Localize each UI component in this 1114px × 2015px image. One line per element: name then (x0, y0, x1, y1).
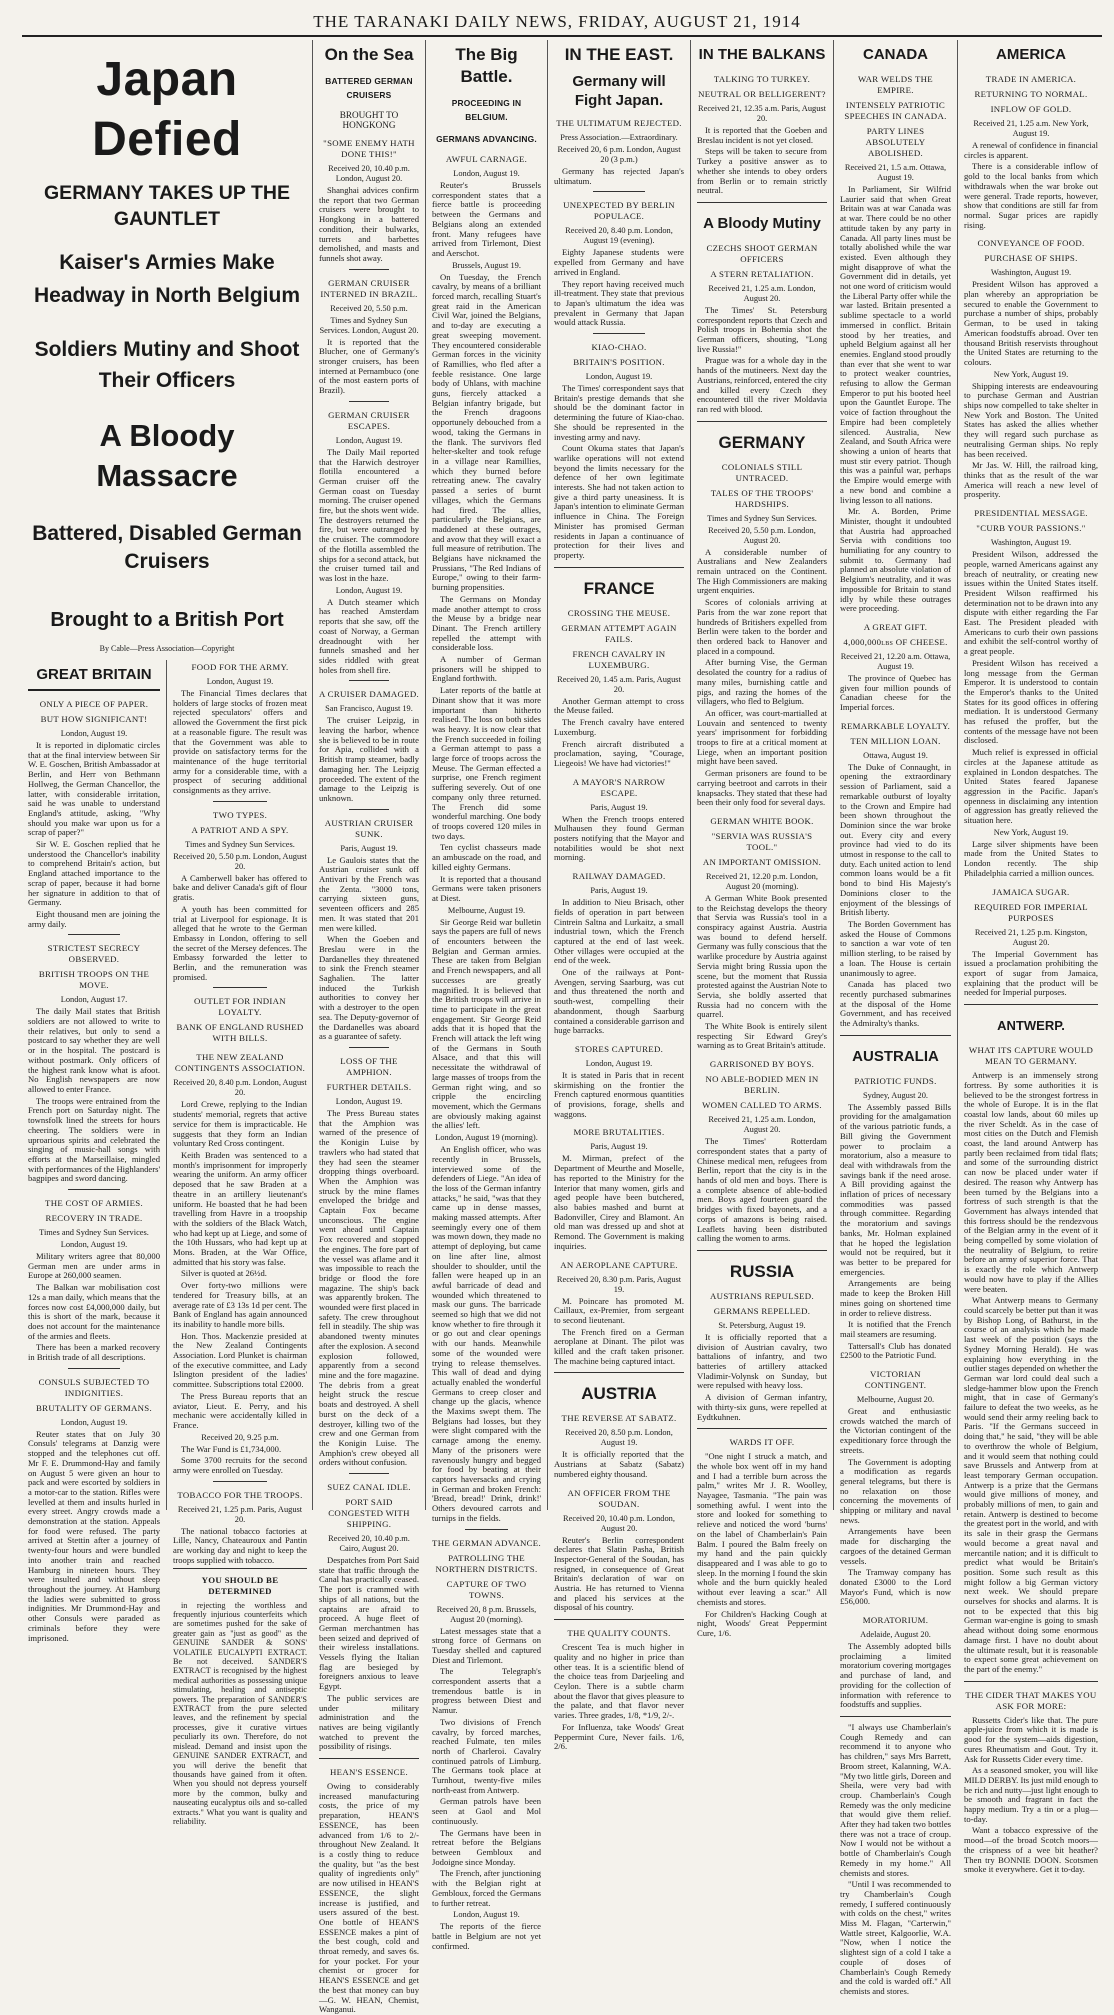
sub-imperial-purposes: REQUIRED FOR IMPERIAL PURPOSES (974, 901, 1088, 923)
dateline: Received 20, 5.50 p.m. London, August 20. (173, 851, 307, 871)
article-paragraph: A German White Book presented to the Reichstag develops the theory that Servia was Russia's tool in a conspiracy against Austria. Austria was bound to defend herself. Germany was fully conscious that the warlike procedure by Austria against Servia might bring Russia upon the scene, but the moment that Russia protested against the Austrian Note to Servia, she boldly asserted that Russia had no concern with the quarrel. (697, 892, 827, 1020)
sub-women-arms: WOMEN CALLED TO ARMS. (702, 1100, 822, 1111)
article-paragraph: The Financial Times declares that holders of large stocks of frozen meat rejected speculators' offers and allowed the Government the first pick at a reasonable figure. The result was that the Government was able to provide on satisfactory terms for the maintenance of the huge territorial army for a considerable time, with a prospect of securing additional consignments as they arrive. (173, 688, 307, 796)
article-paragraph: The Borden Government has asked the House of Commons to sanction a war vote of ten million sterling, to be raised by a loan. The House is certain unanimously to agree. (840, 919, 951, 978)
article-paragraph: An officer, was court-martialled at Louvain and sentenced to twenty years' imprisonment for forbidding troops to fire at a critical moment at Liege, when an important position might have been saved. (697, 707, 827, 767)
section-canada: CANADA (863, 46, 928, 63)
dateline: Received 20, 8.40 p.m. London, August 20. (173, 1078, 307, 1098)
dateline: Received 21, 12.35 a.m. Paris, August 20. (698, 104, 826, 123)
headline-japan-defied: Japan Defied (92, 53, 242, 166)
dateline: Received 20, 9.25 p.m. (201, 1432, 279, 1442)
subcolumn-great-britain (22, 660, 167, 1643)
sub-austrian-sunk: AUSTRIAN CRUISER SUNK. (324, 817, 414, 839)
article-paragraph: The province of Quebec has given four million pounds of Canadian cheese for the Imperial forces. (840, 672, 951, 713)
sub-neutral-belligerent: NEUTRAL OR BELLIGERENT? (698, 89, 826, 99)
article-paragraph: It is officially reported that a division of Austrian cavalry, two battalions of infantry, and two batteries of artillery attacked Vladimir-Volynsk on Sunday, but were repulsed with heavy loss. (697, 1331, 827, 1391)
article-paragraph: The White Book is entirely silent respecting Sir Edward Grey's warning as to Great Britain's attitude. (697, 1021, 827, 1051)
article-paragraph: Eighty Japanese students were expelled from Germany and have arrived in England. (554, 247, 684, 277)
sub-french-cavalry: FRENCH CAVALRY IN LUXEMBURG. (572, 648, 666, 670)
sub-reverse-sabatz: THE REVERSE AT SABATZ. (561, 1413, 677, 1424)
sub-patriot-spy: A PATRIOT AND A SPY. (191, 824, 289, 835)
dateline: Received 21, 1.25 p.m. Paris, August 20. (177, 1504, 303, 1524)
dateline: Received 20, 8.50 p.m. London, August 19. (565, 1428, 673, 1448)
sub-victorian-contingent: VICTORIAN CONTINGENT. (864, 1369, 927, 1391)
article-paragraph: M. Poincare has promoted M. Caillaux, ex-Premier, from sergeant to second lieutenant. (554, 1295, 684, 1325)
article-paragraph: The Daily Mail reported that the Harwich destroyer flotilla encountered a German cruiser off the German coast on Tuesday morning. The cruiser opened fire, but the shots went wide. The destroyers returned the fire, but were outranged by the cruiser. The commodore of the flotilla assembled the ships for a second attack, but the cruiser turned tail and was lost in the haze. (319, 446, 419, 583)
article-paragraph: It is reported that a thousand Germans were taken prisoners at Diest. (432, 873, 541, 903)
sub-great-gift: A GREAT GIFT. (863, 621, 928, 632)
dateline: London, August 19. (453, 169, 520, 178)
sub-conveyance-food: CONVEYANCE OF FOOD. (977, 238, 1085, 249)
article-paragraph: President Wilson, addressed the people, warned Americans against any breach of neutrality, or creating new issues within the United States itself. President Wilson reaffirmed his determination not to be drawn into any dispute with either regarding the Far East. The President pleaded with Americans to curb their own passions and exhibit the self-control worthy of a great people. (964, 549, 1098, 657)
article-paragraph: Ten cyclist chasseurs made an ambuscade on the road, and killed eighty Germans. (432, 842, 541, 872)
dateline: London, August 19 (morning). (435, 1133, 538, 1143)
article-paragraph: The Imperial Government has issued a proclamation prohibiting the export of sugar from Jamaica, explaining that the product will be needed for Imperial purposes. (964, 948, 1098, 998)
sub-railway-damaged: RAILWAY DAMAGED. (572, 871, 666, 882)
section-germany: GERMANY (718, 432, 806, 452)
article-paragraph: A Camberwell baker has offered to bake and deliver Canada's gift of flour gratis. (173, 872, 307, 903)
article-paragraph: The French cavalry have entered Luxemburg. (554, 717, 684, 737)
article-paragraph: What Antwerp means to Germany could scarcely be better put than it was by Bishop Long, of Bathurst, in the course of an analysis which he made last week of the position (says the Sydney Morning Herald). He was explaining how everything in the outlier stages depended on whether the German war lord could deal such a sledge-hammer blow upon the French might, that in case of Germany's failure to defeat the two weeks, as he would send their army reeling back to Paris. "If the Germans succeed in doing that," he said, "they will be able to overthrow the whole of Belgium, and it would seem that nothing could save Brussels and Antwerp from at least temporary German occupation. Antwerp is a prize that the Germans would give millions of money, and probably millions of men, to gain and retain. Antwerp is destined to become the greatest port in the world, and with its sale in their grasp the Germans would become a great naval and mercantile nation; and it is difficult to predict what would be Britain's position. Some such result as this might follow a big German victory next week. We should prepare ourselves for shocks and alarms. It is not to be expected that this big German war-engine is going to smash ahead without doing some enormous damage first. I have no doubt about the ultimate result, but it is reasonable to expect some great achievement on the part of the enemy." (964, 1295, 1098, 1674)
ad-paragraph: For Influenza, take Woods' Great Peppermint Cure, Never fails. 1/6, 2/6. (554, 1721, 684, 1752)
masthead: THE TARANAKI DAILY NEWS, FRIDAY, AUGUST 21, 1914 (313, 12, 801, 31)
kicker-british-port: Brought to a British Port (50, 609, 284, 631)
sub-officer-soudan: AN OFFICER FROM THE SOUDAN. (567, 1487, 671, 1509)
article-paragraph: Silver is quoted at 26½d. (181, 1268, 267, 1279)
article-paragraph: A number of German prisoners will be shipped to England forthwith. (432, 654, 541, 684)
article-paragraph: Le Gaulois states that the Austrian cruiser sunk off Antivari by the French was the Zenta. "3000 tons, carrying sixteen guns, seventeen officers and 285 men. It was stated that 201 men were killed. (319, 854, 419, 933)
ad-heading-quality: THE QUALITY COUNTS. (567, 1628, 671, 1639)
column-big-battle (426, 40, 548, 1951)
dateline: Received 20, 5.50 p.m. (330, 303, 408, 313)
sub-tobacco-troops: TOBACCO FOR THE TROOPS. (177, 1489, 303, 1500)
dateline: Received 20, 10.40 p.m. London, August 20. (328, 164, 410, 183)
section-austria: AUSTRIA (581, 1384, 657, 1404)
dateline: Received 20, 8.40 p.m. London, August 19 (evening). (565, 226, 673, 246)
article-paragraph: Keith Braden was sentenced to a month's imprisonment for improperly wearing the uniform. An army officer deposed that he saw Braden at a theatre in an artillery lieutenant's uniform. He boasted that he had been travelling from Havre in a troopship with the soldiers of the Black Watch, who had kept up at Liege, and some of the 10th Hussars, who had kept up at Mons. Braden, at the War Office, admitted that his story was false. (173, 1149, 307, 1267)
masthead-rule (22, 35, 1102, 37)
sub-piece-of-paper: ONLY A PIECE OF PAPER. (39, 699, 149, 709)
article-paragraph: It is reported that the Blucher, one of Germany's stronger cruisers, has been interned at Pernambuco (one of the most eastern ports of Brazil). (319, 336, 419, 396)
sub-colonials: COLONIALS STILL UNTRACED. (721, 461, 803, 483)
sub-food-army: FOOD FOR THE ARMY. (191, 662, 289, 672)
sub-stores-captured: STORES CAPTURED. (574, 1043, 664, 1054)
sub-trade-america: TRADE IN AMERICA. (985, 74, 1077, 84)
sub-purchase-ships: PURCHASE OF SHIPS. (984, 253, 1078, 264)
article-paragraph: It is officially reported that the Austrians at Sabatz (Sabatz) numbered eighty thousand. (554, 1449, 684, 1479)
ad-heading: YOU SHOULD BE DETERMINED (201, 1574, 279, 1596)
sub-patrolling: PATROLLING THE NORTHERN DISTRICTS. (435, 1552, 538, 1574)
article-paragraph: President Wilson has received a long message from the German Emperor. It is understood to contain the Emperor's thanks to the United States for its good offices in offering mediation. It is understood Germany has refused the proffer, but the contents of the message have not been disclosed. (964, 657, 1098, 746)
dateline: Received 21, 1.25 a.m. New York, August 19. (973, 119, 1089, 138)
article-paragraph: The Tramway company has donated £3000 to the Lord Mayor's Fund, which is now £56,000. (840, 1567, 951, 1607)
sub-escapes: GERMAN CRUISER ESCAPES. (328, 409, 410, 431)
dateline: London, August 19. (335, 585, 403, 595)
article-paragraph: Shanghai advices confirm the report that two German cruisers were brought to Hongkong in a battered condition, their bulwarks, turrets and barbettes demolished, and masts and funnels shot away. (319, 185, 419, 263)
sub-german-advance: THE GERMAN ADVANCE. (432, 1537, 541, 1548)
dateline: Melbourne, August 20. (856, 1395, 935, 1405)
sub-cheese: 4,000,000lbs OF CHEESE. (843, 636, 948, 647)
article-paragraph: Military writers agree that 80,000 German men are under arms in Europe at 260,000 seamen. (28, 1251, 160, 1281)
article-paragraph: Scores of colonials arriving at Paris from the war zone report that hundreds of Britishers expelled from Berlin were taken to the border and then ordered back to Hanover and placed in a compound. (697, 597, 827, 656)
sub-patriotic-funds: PATRIOTIC FUNDS. (854, 1075, 937, 1086)
dateline: Paris, August 19. (590, 802, 648, 812)
dateline: Adelaide, August 20. (860, 1630, 931, 1640)
sub-curb-passions: "CURB YOUR PASSIONS." (976, 523, 1086, 534)
sub-awful-carnage: AWFUL CARNAGE. (445, 154, 528, 164)
dateline: London, August 19. (453, 1910, 520, 1920)
dateline: Times and Sydney Sun Services. (39, 1228, 149, 1238)
section-france: FRANCE (583, 578, 655, 598)
dateline: London, August 19. (585, 1058, 653, 1068)
article-paragraph: The daily Mail states that British soldiers are not allowed to write to their relatives, but only to send a postcard to say whether they are well or in the hospital. The postcard is without postmark. Only officers of the highest rank know what is afoot. No English newspapers are now allowed to enter France. (28, 1006, 160, 1094)
article-paragraph: It is notified that the French mail steamers are resuming. (840, 1319, 951, 1339)
article-paragraph: The Press Bureau reports that an aviator, Lieut. E. Perry, and his mechanic were accidentally killed in France. (173, 1390, 307, 1430)
sub-inflow-gold: INFLOW OF GOLD. (990, 104, 1072, 114)
sub-moratorium: MORATORIUM. (862, 1615, 929, 1626)
dateline: Paris, August 19. (340, 843, 398, 853)
sub-ten-million: TEN MILLION LOAN. (850, 735, 941, 746)
section-great-britain: GREAT BRITAIN (36, 666, 152, 683)
article-paragraph: German patrols have been seen at Gaol and Mol continuously. (432, 1796, 541, 1826)
dateline: Press Association.—Extraordinary. (560, 133, 678, 142)
ad-paragraph: Crescent Tea is much higher in quality and no higher in price than other teas. It is a scientific blend of the choice teas from Darjeeling and Ceylon. There is a subtle charm about the flavor that gives pleasure to the palate, and that flavor never varies. Three grades, 1/8, *1/9, 2/-. (554, 1642, 684, 1721)
article-paragraph: The Press Bureau states that the Amphion was warned of the presence of the Konigin Luise by trawlers who had stated that they had seen the steamer dropping things overboard. When the Amphion was struck by the mine flames enveloped the bridge and Captain Fox became unconscious. The engine went ahead until Captain Fox recovered and stopped the engines. The fore part of the vessel was aflame and it was impossible to reach the bridge or flood the fore magazine. The ship's back was apparently broken. The wounded were first placed in safety. The crew throughout fell in steadily. The ship was abandoned twenty minutes after the explosion. A second explosion followed, apparently from a second mine and the fore magazine. The debris from a great height struck the rescue boats and destroyed. A shell burst on the deck of a destroyer, killing two of the crew and one German from the Konigin Luise. The Amphion's crew obeyed all orders without confusion. (319, 1108, 419, 1468)
article-paragraph: After burning Vise, the German desolated the country for a radius of many miles, burnishing cattle and pigs, and razing the homes of the villagers, who fled to Belgium. (697, 657, 827, 707)
sub-remarkable-loyalty: REMARKABLE LOYALTY. (840, 720, 951, 731)
dateline: Received 20, 5.50 p.m. London, August 20. (708, 525, 816, 545)
ad-paragraph: For Children's Hacking Cough at night, Woods' Great Peppermint Cure, 1/6. (697, 1608, 827, 1638)
sub-ultimatum: THE ULTIMATUM REJECTED. (556, 118, 682, 128)
sub-cost-of-armies: THE COST OF ARMIES. (45, 1198, 143, 1209)
dateline: Received 20, 8.30 p.m. Paris, August 19. (556, 1274, 682, 1294)
sub-garrisoned-boys: GARRISONED BY BOYS. (709, 1059, 815, 1070)
sub-bank-england: BANK OF ENGLAND RUSHED WITH BILLS. (176, 1022, 304, 1044)
ad-paragraph: As a seasoned smoker, you will like MILD DERBY. Its just mild enough to be rich and nutty—just light enough to be smooth and fragrant in fact the happy medium. Try a tin or a plug—to-day. (964, 1765, 1098, 1824)
dateline: Washington, August 19. (990, 268, 1072, 278)
advertisement-sander (173, 1568, 307, 1827)
article-paragraph: It is stated in Paris that in recent skirmishing on the frontier the French captured enormous quantities of provisions, forage, shells and waggons. (554, 1069, 684, 1119)
article-paragraph: M. Mirman, prefect of the Department of Meurthe and Moselle, has reported to the Ministry for the Interior that many women, girls and aged people have been butchered, also babies mashed and burnt at Badonviller, Cirey and Blamont. An old man was dressed up and shot at Remond. The Government is making inquiries. (554, 1153, 684, 1251)
dateline: Melbourne, August 19. (447, 905, 526, 915)
dateline: Times and Sydney Sun Services. (185, 839, 295, 849)
column-canada-australia (834, 40, 958, 1996)
article-paragraph: Sir W. E. Goschen replied that he understood the Chancellor's inability to comprehend Britain's action, but England attached importance to the scrap of paper, because it had borne her signature in addition to that of Germany. (28, 839, 160, 908)
byline: By Cable—Press Association—Copyright (99, 644, 235, 653)
sub-britain-position: BRITAIN'S POSITION. (573, 357, 665, 368)
dateline: London, August 19. (335, 435, 403, 445)
article-paragraph: French aircraft distributed a proclamation, saying, "Courage, Liegeois! We have had victories!" (554, 738, 684, 768)
article-paragraph: Despatches from Port Said state that traffic through the Canal has practically ceased. The port is crammed with ships of all nations, but the captains are afraid to proceed. A huge fleet of German merchantmen has been seized and deprived of their wireless installations. Vessels flying the Italian flag are besieged by foreigners anxious to leave Egypt. (319, 1555, 419, 1692)
kicker-soldiers-mutiny: Soldiers Mutiny and Shoot Their Officers (34, 338, 300, 392)
sub-two-towns: CAPTURE OF TWO TOWNS. (446, 1578, 527, 1600)
sub-kiao-chao: KIAO-CHAO. (591, 342, 647, 353)
article-paragraph: A Dutch steamer which has reached Amsterdam reports that she saw, off the coast of Norway, a German dreadnought with her funnels smashed and her sides riddled with great holes from shell fire. (319, 596, 419, 675)
article-paragraph: Germany has rejected Japan's ultimatum. (554, 166, 684, 186)
dateline: London, August 19. (335, 1097, 403, 1106)
sub-nz-contingents: THE NEW ZEALAND CONTINGENTS ASSOCIATION. (174, 1052, 306, 1074)
column-america (958, 40, 1104, 1875)
article-paragraph: Great and enthusiastic crowds watched the march of the Victorian contingent of the expeditionary force through the streets. (840, 1406, 951, 1455)
section-russia: RUSSIA (729, 1261, 795, 1281)
column-main-headlines (22, 40, 313, 1826)
article-paragraph: There is a considerable inflow of gold to the local banks from which withdrawals when the war broke out were general. Trade reports, however, show that conditions are still far from normal. Sugar prices are rapidly rising. (964, 161, 1098, 230)
sub-war-welds: WAR WELDS THE EMPIRE. (858, 74, 933, 95)
sub-suez: SUEZ CANAL IDLE. (327, 1482, 411, 1493)
dateline: Received 21, 12.20 a.m. Ottawa, August 19. (840, 651, 951, 671)
section-antwerp: ANTWERP. (997, 1018, 1065, 1034)
article-paragraph: When the Goeben and Breslau were in the Dardanelles they threatened to sink the French steamer Saghalien. The latter induced the Turkish authorities to convey her with a destroyer to the open sea. The Deputy-governor of the Dardanelles was aboard as a guarantee of safety. (319, 934, 419, 1042)
ad-paragraph: Want a tobacco expressive of the mood—of the broad Scotch moors—the crispness of a wee bit heather? Then try BONNIE DOON. Scotsmen smoke it everywhere. Get it to-day. (964, 1825, 1098, 1875)
article-paragraph: Mr Jas. W. Hill, the railroad king, thinks that as the result of the war America will reach a new level of prosperity. (964, 460, 1098, 500)
dateline: Ottawa, August 19. (863, 750, 928, 760)
subcolumn-food-army (167, 660, 313, 1826)
sub-presidential-message: PRESIDENTIAL MESSAGE. (974, 508, 1088, 519)
dateline: Paris, August 19. (590, 1142, 648, 1152)
sub-recovery-trade: RECOVERY IN TRADE. (45, 1213, 143, 1224)
article-paragraph: The Times' St. Petersburg correspondent reports that Czech and Polish troops in Bohemia shot the German officers, shouting, "Long live Russia!" (697, 304, 827, 354)
column-on-the-sea (313, 40, 426, 2015)
article-paragraph: Mr. A. Borden, Prime Minister, thought it undoubted that Austria had approached Servia with conditions too humiliating for any country to submit to. Germany had planned an absolute violation of Belgium's neutrality, and it was impossible for Britain to stand idly by while these outrages were proceeding. (840, 506, 951, 614)
sub-patriotic-speeches: INTENSELY PATRIOTIC SPEECHES IN CANADA. (844, 100, 947, 121)
article-paragraph: When the French troops entered Mulhausen they found German posters notifying that the Mayor and notabilities would be shot next morning. (554, 813, 684, 863)
article-paragraph: Count Okuma states that Japan's warlike operations will not extend beyond the limits necessary for the defence of her own legitimate interests. She had not taken action to give a third party uneasiness. It is Japan's intention to eliminate German influence in China. The Foreign Minister has promised German residents in Japan a continuance of protection for their lives and property. (554, 443, 684, 560)
sub-strictest-secrecy: STRICTEST SECRECY OBSERVED. (47, 943, 141, 965)
ad-paragraph: "I always use Chamberlain's Cough Remedy and can recommend it to anyone who has children," says Mrs Barrett, Broom street, Kalanning, W.A. "My two little girls, Doreen and Sheila, were very bad with croup. Chamberlain's Cough Remedy was the only medicine that would give them relief. After they had taken two bottles there was not a trace of croup. Now I would not be without a bottle of Chamberlain's Cough Remedy in my home." All chemists and stores. (840, 1722, 951, 1878)
dateline: London, August 19. (60, 729, 128, 738)
section-in-the-east: IN THE EAST. (564, 45, 674, 64)
headline-germany-fight-japan: Germany will Fight Japan. (572, 73, 666, 109)
section-in-the-balkans: IN THE BALKANS (698, 46, 826, 63)
dateline: San Francisco, August 19. (325, 704, 413, 714)
article-paragraph: Reuter's Brussels correspondent states that a fierce battle is proceeding between the Germans and Belgians along an extended front. Many refugees have arrived from Tirlemont, Diest and Aerschot. (432, 180, 541, 258)
article-paragraph: A division of German infantry, with thirty-six guns, were repelled at Eydtkuhnen. (697, 1392, 827, 1422)
article-paragraph: Over forty-two millions were tendered for Treasury bills, at an average rate of £3 13s 1d per cent. The Bank of England has again announced its inability to handle more bills. (173, 1280, 307, 1329)
dateline: Received 20, 6 p.m. London, August 20 (3 p.m.) (557, 145, 681, 164)
dateline: St. Petersburg, August 19. (718, 1320, 806, 1330)
kicker-kaiser-armies: Kaiser's Armies Make Headway in North Belgium (33, 251, 301, 307)
article-paragraph: Steps will be taken to secure from Turkey a positive answer as to whether she intends to obey orders from Berlin or to remain strictly neutral. (697, 146, 827, 196)
dateline: New York, August 19. (993, 369, 1069, 379)
article-paragraph: It is reported that the Goeben and Breslau incident is not yet closed. (697, 125, 827, 145)
article-paragraph: Antwerp is an immensely strong fortress. By some authorities it is believed to be the strongest fortress in the whole of Europe. It is in the flat coastal low lands, about 60 miles up the river Scheldt. As in the case of most cities on the Dutch and Flemish coast, the land around Antwerp has partly been reclaimed from tidal flats; and some of the surrounding district can now be placed under water if desired. The reason why Antwerp has been turned by the Belgians into a fortress of such strength is that the Government has always intended that this fortress should be the rendezvous of the Belgian army in the event of it being compelled by some violation of the neutrality of Belgium, to retire before an army of superior force. That is exactly the role which Antwerp would now have to play if the Allies were beaten. (964, 1070, 1098, 1294)
sub-party-lines: PARTY LINES ABSOLUTELY ABOLISHED. (865, 126, 926, 158)
dateline: Brussels, August 19. (452, 260, 521, 270)
dateline: Received 21, 1.25 p.m. Kingston, August 20. (974, 927, 1088, 947)
article-paragraph: The War Fund is £1,734,000. (181, 1443, 282, 1454)
ad-paragraph: "One night I struck a match, and the whole box went off in my hand and I had a terrible burn across the palm," writes Mr J. R. Woolley, Nayagee, Tasmania. "The pain was something awful. I went into the store and looked for something to relieve and noticed the word 'burns' on the label of Chamberlain's Pain Balm. I poured the Balm freely on my hand and the pain quickly disappeared and I was able to go to sleep. In the morning I found the skin whole and the burn quickly healed without ever leaving a scar." All chemists and stores. (697, 1451, 827, 1607)
sub-troops-hardships: TALES OF THE TROOPS' HARDSHIPS. (710, 487, 814, 509)
article-paragraph: The Balkan war mobilisation cost 12s a man daily, which means that the forces now cost £4,000,000 daily, but this is short of the mark, because it does not account for the maintenance of the armies and fleets. (28, 1282, 160, 1341)
sub-british-troops: BRITISH TROOPS ON THE MOVE. (38, 969, 150, 991)
article-paragraph: Two divisions of French cavalry, by forced marches, reached Fulmate, ten miles north of Charleroi. Cavalry continued patrols of Limburg. The Germans took place at Turnhout, twenty-five miles north-east from Antwerp. (432, 1716, 541, 1795)
ad-heading-hean: HEAN'S ESSENCE. (330, 1767, 408, 1778)
dateline: London, August 19. (206, 677, 274, 686)
article-paragraph: The Government is adopting a modification as regards general telegrams, but there is no relaxation on those concerning the movements of shipping or military and naval news. (840, 1456, 951, 1525)
dateline: London, August 17. (60, 995, 128, 1005)
sub-enemy-hath: "SOME ENEMY HATH DONE THIS!" (323, 138, 415, 159)
article-paragraph: In Parliament, Sir Wilfrid Laurier said that when Great Britain was at war Canada was at war. There could be no other attitude taken by any party in Canada. All party lines must be totally abolished while the war existed. Even although they might disapprove of what the Government did in details, yet not one word of criticism would the Liberal Party offer while the war lasted. Britain presented a sublime spectacle to a world immersed in conflict. Britain stood by her treaties, and upheld Belgium against all her enemies. England stood proudly than ever that she went to war to protect weaker countries, refusing to allow the German Emperor to put his booted heel upon the Gauntlet Europe. The voice of faction throughout the Empire had been completely silenced. Australia, New Zealand, and South Africa were showing a union of hearts that must stir every patriot. Though this was a painful war, perhaps the Empire would emerge with a new bond and combine a living lesson to all nations. (840, 184, 951, 505)
article-paragraph: Eight thousand men are joining the army daily. (28, 908, 160, 929)
sub-port-said: PORT SAID CONGESTED WITH SHIPPING. (328, 1497, 410, 1530)
sub-how-significant: BUT HOW SIGNIFICANT! (40, 714, 148, 724)
article-paragraph: Sir George Reid war bulletin says the papers are full of news of encounters between the Belgian and German armies. These are taken from Belgian and French newspapers, and all successes are greatly magnified. It is believed that the British troops will arrive in time to participate in the great engagement. Sir George Reid adds that it is hoped that the French will attack the left wing of the Germans in South Alsace, and that this will necessitate the withdrawal of large masses of troops from the German right wing, and so cripple the encircling movement, which the Germans are obviously making against the allies' left. (432, 916, 541, 1131)
article-paragraph: Large silver shipments have been made from the United States to London recently. The ship Philadelphia carried a million ounces. (964, 838, 1098, 878)
article-paragraph: There has been a marked recovery in British trade of all descriptions. (28, 1342, 160, 1363)
sub-aeroplane-capture: AN AEROPLANE CAPTURE. (560, 1259, 678, 1270)
sub-further-details: FURTHER DETAILS. (326, 1082, 412, 1092)
dateline: Received 21, 12.20 p.m. London, August 20 (morning). (706, 871, 818, 891)
section-australia: AUSTRALIA (852, 1047, 939, 1065)
article-paragraph: The Germans have been in retreat before the Belgians between Gembloux and Jodoigne since Monday. (432, 1827, 541, 1867)
sub-consuls: CONSULS SUBJECTED TO INDIGNITIES. (38, 1376, 150, 1398)
article-paragraph: Latest messages state that a strong force of Germans on Tuesday shelled and captured Diest and Tirlemont. (432, 1625, 541, 1665)
ad-paragraph: Owing to considerably increased manufacturing costs, the price of my preparation, HEAN'S ESSENCE, has been advanced from 1/6 to 2/- throughout New Zealand. It is a costly thing to reduce the quality, but "as the best quality of ingredients only" are now utilised in HEAN'S ESSENCE, the slight increase is justified, and users assured of the best. One bottle of HEAN'S ESSENCE makes a pint of the best cough, cold and throat remedy, and saves 6s. for your pocket. For your chemist or grocer for HEAN'S ESSENCE and get the best that money can buy—G. W. HEAN, Chemist, Wanganui. (319, 1781, 419, 2015)
article-paragraph: The national tobacco factories at Lille, Nancy, Chateauroux and Pantin are working day and night to keep the troops supplied with tobacco. (173, 1525, 307, 1565)
section-big-battle: The Big Battle. (455, 45, 518, 86)
article-paragraph: On Tuesday, the French cavalry, by means of a brilliant forced march, recalling Stuart's great raid in the American Civil War, joined the Belgians, and to-day are executing a great sweeping movement. They encountered considerable German forces in the vicinity of Ramillies, who fled after a feeble resistance. One large body of Uhlans, with machine guns, fiercely attacked a Belgian infantry brigade, but the French dragoons opportunely debouched from a wood, taking the Germans in the flank. The survivors fled helter-skelter and took refuge in a village near Ramillies, which they burned before retreating anew. The cavalry passed a series of burnt villages, which the Germans had fired. The allies, particularly the Belgians, are maddened at these outrages, and avow that they will exact a full measure of retribution. The Belgians have nicknamed the Prussians, "The Red Indians of Europe," owing to their farm-burning propensities. (432, 271, 541, 593)
kicker-bloody-massacre: A Bloody Massacre (96, 418, 238, 493)
article-paragraph: The Germans on Monday made another attempt to cross the Meuse by a bridge near Dinant. The French artillery repelled the attempt with considerable loss. (432, 593, 541, 653)
article-paragraph: Canada has placed two recently purchased submarines at the disposal of the Home Government, and has received the Admiralty's thanks. (840, 979, 951, 1029)
sub-proceeding-belgium: PROCEEDING IN BELGIUM. (451, 98, 522, 122)
sub-hongkong: BROUGHT TO HONGKONG (339, 110, 399, 130)
dateline: London, August 19. (60, 1417, 128, 1427)
dateline: Received 21, 1.5 a.m. Ottawa, August 19. (844, 163, 947, 182)
article-paragraph: In addition to Nieu Brisach, other fields of operation in part between Cintrein Saltna and Lurkaitz, a small industrial town, which the French captured at the end of last week. Other villages were occupied at the end of the week. (554, 897, 684, 966)
sub-germans-repelled: GERMANS REPELLED. (713, 1305, 811, 1316)
section-america: AMERICA (996, 46, 1066, 63)
article-paragraph: A considerable number of Australians and New Zealanders remain untraced on the Continent. The High Commissioners are making urgent enquiries. (697, 546, 827, 596)
sub-jamaica-sugar: JAMAICA SUGAR. (992, 886, 1070, 897)
article-paragraph: The French, after junctioning with the Belgian right at Gembloux, forced the Germans to further retreat. (432, 1868, 541, 1908)
dateline: New York, August 19. (993, 827, 1069, 837)
sub-two-types: TWO TYPES. (212, 809, 268, 820)
article-paragraph: Shipping interests are endeavouring to purchase German and Austrian ships now compelled to take shelter in New York and Boston. The United States has asked the allies whether they will regard such purchase as neutralising German ships. No reply has been received. (964, 380, 1098, 459)
article-paragraph: They report having received much ill-treatment. They state that previous to Japan's ultimatum the idea was prevalent in Germany that Japan would attack Russia. (554, 278, 684, 328)
sub-mayor-escape: A MAYOR'S NARROW ESCAPE. (572, 776, 666, 798)
article-paragraph: Arrangements have been made for discharging the cargoes of the detained German vessels. (840, 1526, 951, 1566)
article-paragraph: President Wilson has approved a plan whereby an appropriation be secured to enable the Government to purchase a number of ships, probably German, to be used in taking American foodstuffs abroad. Over ten thousand British reservists throughout the United States are returning to the colours. (964, 279, 1098, 367)
article-paragraph: The Assembly adopted bills proclaiming a limited moratorium covering mortgages and purchase of land, and providing for the collection of information with reference to foodstuffs and supplies. (840, 1641, 951, 1710)
article-paragraph: German prisoners are found to be carrying beetroot and carrots in their knapsacks. They stated that these had been their only food for several days. (697, 768, 827, 808)
article-paragraph: The Times' Rotterdam correspondent states that a party of Chinese medical men, refugees from Berlin, report that the city is in the hands of old men and boys. There is a complete absence of able-bodied men. Boys aged fourteen guard the bridges with fixed bayonets, and a corps of amazons is being raised. Leaflets having been distributed calling the women to arms. (697, 1136, 827, 1244)
article-paragraph: A renewal of confidence in financial circles is apparent. (964, 140, 1098, 160)
dateline: Received 21, 1.25 a.m. London, August 20. (708, 1115, 816, 1135)
dateline: Received 20, 10.40 p.m. London, August 20. (563, 1513, 675, 1533)
article-paragraph: Some 3700 recruits for the second army were enrolled on Tuesday. (173, 1455, 307, 1476)
article-paragraph: Later reports of the battle at Dinant show that it was more important than hitherto realised. The loss on both sides was heavy. It is now clear that the French succeeded in foiling a German attempt to pass a large force of troops across the Meuse. The German effected a surprise, one French regiment suffering severely. Out of one company only three returned. The French did some wonderful marching. One body of troops covered 120 miles in two days. (432, 685, 541, 841)
section-bloody-mutiny: A Bloody Mutiny (703, 214, 821, 232)
article-paragraph: Much relief is expressed in official circles at the Japanese attitude as explained in London despatches. The United States feared Japanese aggression in the Pacific. Japan's openness in disclaiming any intention of aggression has greatly relieved the situation here. (964, 747, 1098, 826)
article-paragraph: The reports of the fierce battle in Belgium are not yet confirmed. (432, 1921, 541, 1951)
ad-paragraph: in rejecting the worthless and frequently injurious counterfeits which are sometimes pushed for the sake of greater gain as "just as good" as the GENUINE SANDER & SONS' VOLATILE EUCALYPTI EXTRACT. Be not deceived. SANDER'S EXTRACT is recognised by the highest medical authorities as possessing unique stimulating, healing and antiseptic powers. The preparation of SANDER'S EXTRACT from the pure selected leaves, and the refinement by special processes, give it curative virtues peculiarly its own. Therefore, do not mislead. Demand and insist upon the GENUINE SANDER EXTRACT, and you will derive the benefit that thousands have gained from it often. When you should not depress yourself more by the common, bulky and nauseating eucalyptus oils and so-called extracts." What you want is quality and reliability. (173, 1600, 307, 1826)
article-paragraph: Hon. Thos. Mackenzie presided at the New Zealand Contingents Association. Lord Plunket is chairman of the executive committee, and Lady Islington president of the ladies' committee. Subscriptions total £2000. (173, 1330, 307, 1390)
ad-heading-wards-off: WARDS IT OFF. (729, 1437, 795, 1448)
dateline: Times and Sydney Sun Services. London, August 20. (319, 315, 419, 335)
dateline: London, August 19. (60, 1240, 128, 1250)
article-paragraph: One of the railways at Pont-Avengen, serving Saarburg, was cut and thus threatened the north and south-west, compelling their abandonment, though Saarburg contained a considerable garrison and huge barracks. (554, 967, 684, 1036)
sub-more-brutalities: MORE BRUTALITIES. (573, 1127, 665, 1138)
article-paragraph: The Duke of Connaught, in opening the extraordinary session of Parliament, said a remarkable outburst of loyalty to the Crown and Empire had been shown throughout the Dominion since the war broke out. Every city and every province had vied to do its utmost in response to the call to duty. Each united action to lend common loans would be a fit bond to bind His Majesty's Dominions closer to the enjoyment of the blessings of British liberty. (840, 761, 951, 918)
kicker-battered-cruisers: Battered, Disabled German Cruisers (32, 522, 302, 573)
sub-austrians-repulsed: AUSTRIANS REPULSED. (710, 1290, 814, 1301)
sub-german-attempt: GERMAN ATTEMPT AGAIN FAILS. (561, 622, 677, 644)
sub-capture-germany: WHAT ITS CAPTURE WOULD MEAN TO GERMANY. (968, 1045, 1094, 1067)
sub-indian-loyalty: OUTLET FOR INDIAN LOYALTY. (194, 996, 286, 1018)
article-paragraph: Tattersall's Club has donated £2500 to the Patriotic Fund. (840, 1340, 951, 1361)
sub-germans-advancing: GERMANS ADVANCING. (436, 134, 537, 144)
article-paragraph: The Telegraph's correspondent asserts that a tremendous battle is in progress between Diest and Namur. (432, 1666, 541, 1716)
sub-berlin-populace: UNEXPECTED BY BERLIN POPULACE. (563, 200, 675, 222)
article-paragraph: Lord Crewe, replying to the Indian students' memorial, regrets that active service for them is impracticable. He suggests that they form an Indian voluntary Red Cross contingent. (173, 1099, 307, 1149)
article-paragraph: Prague was for a whole day in the hands of the mutineers. Next day the Austrians, reinforced, entered the city and killed every Czech they encountered till the river Moldavia ran red with blood. (697, 355, 827, 414)
dateline: Sydney, August 20. (862, 1090, 929, 1100)
article-paragraph: The public services are under military administration and the natives are being vigilantly watched to prevent the possibility of risings. (319, 1692, 419, 1752)
sub-czechs-shoot: CZECHS SHOOT GERMAN OFFICERS (706, 242, 818, 264)
sub-no-able-bodied: NO ABLE-BODIED MEN IN BERLIN. (705, 1074, 819, 1096)
article-paragraph: Another German attempt to cross the Meuse failed. (554, 695, 684, 716)
dateline: Paris, August 19. (590, 886, 648, 896)
article-paragraph: Reuter's Berlin correspondent declares that Slatin Pasha, British Inspector-General of the Soudan, has resigned, in consequence of Great Britain's declaration of war on Austria. He has returned to Vienna and placed his services at the disposal of his country. (554, 1534, 684, 1613)
sub-crossing-meuse: CROSSING THE MEUSE. (567, 607, 671, 618)
dateline: Times and Sydney Sun Services. (707, 513, 817, 523)
article-paragraph: A youth has been committed for trial at Liverpool for espionage. It is alleged that he wrote to the German Embassy in London, offering to sell the secret of the Mersey defences. The Embassy forwarded the letter to Berlin, and the remuneration was promised. (173, 903, 307, 982)
kicker-gauntlet: GERMANY TAKES UP THE GAUNTLET (44, 182, 290, 230)
ad-paragraph: Russetts Cider's like that. The pure apple-juice from which it is made is good for the system—aids digestion, cures Rheumatism and Gout. Try it. Ask for Russetts Cider every time. (964, 1714, 1098, 1764)
article-paragraph: Reuter states that on July 30 Consuls' telegrams at Danzig were stopped and the telephones cut off. Mr F. E. Drummond-Hay and family on August 5 were given an hour to pack and were escorted by soldiers in a motor-car to the station. Rifles were levelled at them and insults hurled in every street. Angry crowds made a demonstration at the station. Appeals for food were refused. The party arrived at Stettin after a journey of twenty-four hours and were bundled into another train and reached Hamburg in nineteen hours. They were insulted and without sleep throughout the journey. At Hamburg the ladies were submitted to gross indignities. Mr Drummond-Hay and other Consuls were paraded as criminals before they were imprisoned. (28, 1428, 160, 1643)
dateline: Received 21, 1.25 a.m. London, August 20. (708, 283, 816, 303)
article-paragraph: The troops were entrained from the French port on Saturday night. The townsfolk lined the streets for hours cheering. The soldiers were in uproarious spirits and celebrated the singing of music-hall songs with efforts at the Marseillaise, mingled with performances of the Highlanders' bagpipes and sword dancing. (28, 1095, 160, 1184)
sub-cruiser-damaged: A CRUISER DAMAGED. (319, 689, 419, 700)
dateline: Washington, August 19. (990, 538, 1072, 548)
sub-brazil: GERMAN CRUISER INTERNED IN BRAZIL. (320, 277, 418, 299)
sub-battered-cruisers: BATTERED GERMAN CRUISERS (325, 76, 413, 100)
sub-important-omission: AN IMPORTANT OMISSION. (702, 856, 822, 867)
ad-heading-cider: THE CIDER THAT MAKES YOU ASK FOR MORE: (965, 1689, 1097, 1711)
sub-servia-tool: "SERVIA WAS RUSSIA'S TOOL." (711, 830, 813, 852)
column-balkans (691, 40, 834, 1638)
column-in-the-east (548, 40, 691, 1752)
sub-brutality: BRUTALITY OF GERMANS. (36, 1402, 152, 1413)
article-paragraph: The Times' correspondent says that Britain's prestige demands that she should be the dominant factor in determining the future of Kiao-chao. She should be represented in the investing army and navy. (554, 383, 684, 442)
article-paragraph: The Assembly passed Bills providing for the amalgamation of the various patriotic funds, a Bill giving the Government power to proclaim a moratorium, also a measure to deal with withdrawals from the savings bank if the need arose. A Bill providing against the inflation of prices of necessary commodities was passed through committee. Regarding the moratorium and savings banks, Mr. Holman explained that he hoped the legislation would not be required, but it was better to be prepared for emergencies. (840, 1101, 951, 1277)
sub-amphion: LOSS OF THE AMPHION. (340, 1056, 398, 1077)
article-paragraph: An English officer, who was recently in Brussels, interviewed some of the defenders of Liege. "An idea of the loss of the German infantry attacks," he said, "was that they came up in dense masses, making massed attempts. After seemingly every one of them was mown down, they made no attempt of deploying, but came on line after line, almost shoulder to shoulder, until the fallen were heaped up in an awful barricade of dead and wounded which threatened to mask our guns. The barricade seemed so high that we did not know whether to fire through it or go out and clear openings with our hands. Meanwhile some of the wounded were trying to release themselves. This wall of dead and dying actually enabled the wonderful Germans to creep closer and change up the glacis, whence the Maxims swept them. The Belgians had losses, but they were slight compared with the carnage among the enemy. Many of the prisoners were ravenously hungry and begged for food by beating at their captors haversacks and crying in German and broken French: 'Bread, bread!' Drink, drink!' Others devoured carrots and turnips in the fields. (432, 1144, 541, 1523)
sub-returning-normal: RETURNING TO NORMAL. (974, 89, 1088, 99)
ad-paragraph: "Until I was recommended to try Chamberlain's Cough remedy, I suffered continuously with colds on the chest," writes Miss M. Flagan, "Carterwin," Wattle street, Kalgoorlie, W.A. "Now, when I notice the slightest sign of a cold I take a couple of doses of Chamberlain's Cough Remedy and the cold is warded off." All chemists and stores. (840, 1879, 951, 1996)
article-paragraph: It is reported in diplomatic circles that at the final interview between Sir W. E. Goschen, British Ambassador at Berlin, and Herr von Bethmann Hollweg, the German Chancellor, the latter, with considerable irritation, said he was unable to understand England's attitude, asking, "Why should you make war upon us for a scrap of paper?" (28, 740, 160, 838)
sub-stern-retaliation: A STERN RETALIATION. (710, 268, 814, 279)
dateline: London, August 19. (585, 372, 653, 382)
dateline: Received 20, 8 p.m. Brussels, August 20 (morning). (436, 1604, 537, 1624)
article-paragraph: Arrangements are being made to keep the Broken Hill mines going on shortened time in order to relieve distress. (840, 1278, 951, 1318)
sub-white-book: GERMAN WHITE BOOK. (710, 815, 814, 826)
sub-talking-turkey: TALKING TO TURKEY. (713, 74, 811, 84)
section-on-the-sea: On the Sea (324, 45, 414, 64)
article-paragraph: The cruiser Leipzig, in leaving the harbor, whence she is believed to be in route for Apia, collided with a British tramp steamer, badly damaging her. The Leipzig proceeded. The extent of the damage to the Leipzig is unknown. (319, 715, 419, 803)
article-paragraph: The French fired on a German aeroplane at Dinant. The pilot was killed and the craft taken prisoner. The machine being captured intact. (554, 1326, 684, 1366)
dateline: Received 20, 10.40 p.m. Cairo, August 20. (328, 1534, 410, 1554)
dateline: Received 20, 1.45 a.m. Paris, August 20. (557, 674, 681, 694)
